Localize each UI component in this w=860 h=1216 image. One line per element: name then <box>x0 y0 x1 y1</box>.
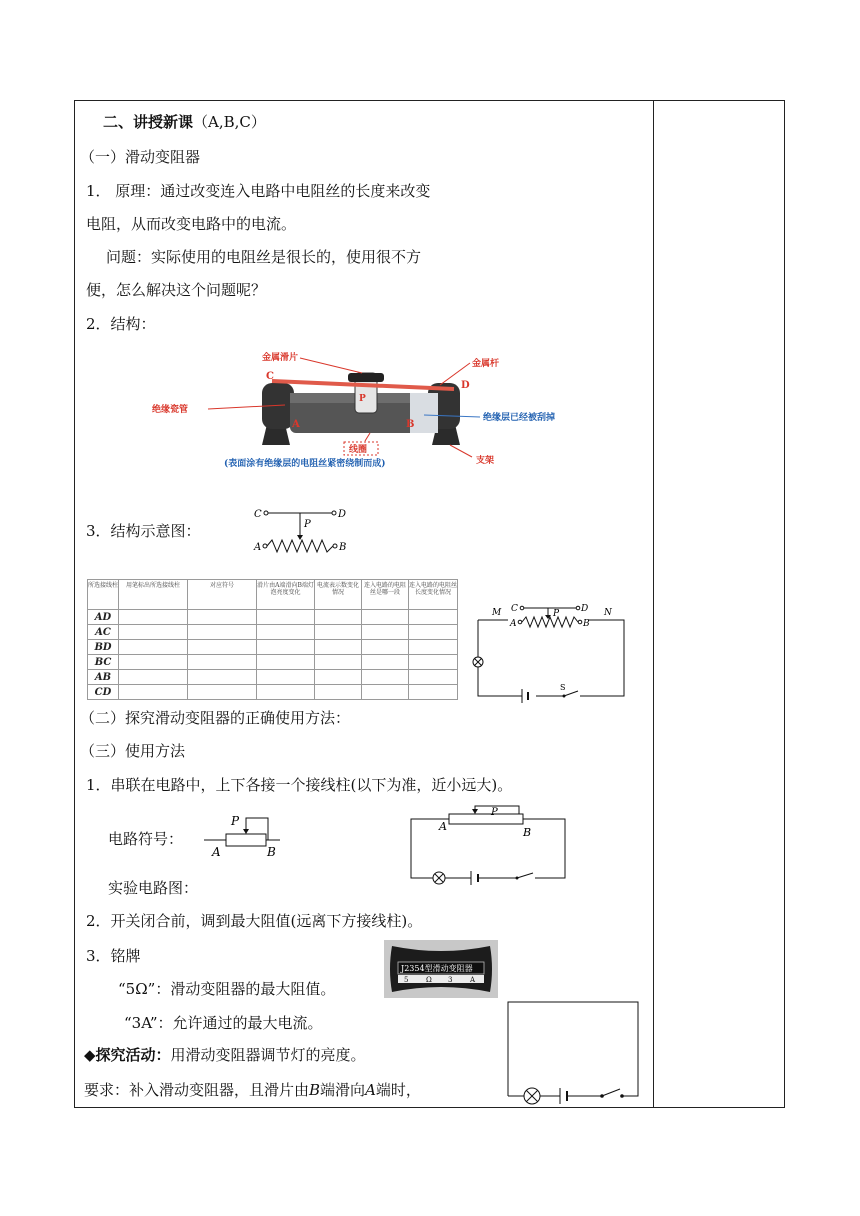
schem-term-a: A <box>254 542 262 553</box>
photo-term-c: C <box>266 371 274 382</box>
part1-heading: （一）滑动变阻器 <box>80 148 201 166</box>
req-a: A <box>365 1081 376 1099</box>
part3-heading: （三）使用方法 <box>80 742 186 760</box>
label-rod: 金属杆 <box>472 359 500 369</box>
nameplate-heading: 3．铭牌 <box>86 947 141 965</box>
question-line-1: 问题：实际使用的电阻丝是很长的，使用很不方 <box>106 248 422 266</box>
symbol-term-a: A <box>212 845 221 859</box>
symbol-label: 电路符号： <box>108 830 184 848</box>
question-line-2: 便，怎么解决这个问题呢？ <box>86 281 267 299</box>
plate-val-ohm: Ω <box>426 976 432 984</box>
circuit-term-p: P <box>553 609 560 619</box>
label-slider: 金属滑片 <box>262 353 299 363</box>
label-stand: 支架 <box>476 456 495 466</box>
part2-heading: （二）探究滑动变阻器的正确使用方法： <box>80 709 351 727</box>
column-divider <box>653 100 654 1108</box>
symbol-term-p: P <box>231 814 240 828</box>
activity-circuit <box>498 996 646 1106</box>
circuit-term-a: A <box>510 619 517 629</box>
section-levels: （A,B,C） <box>193 113 266 131</box>
row-label: BC <box>88 655 119 670</box>
req-b: B <box>309 1081 321 1099</box>
plate-model: J2354型滑动变阻器 <box>401 964 473 973</box>
row-label: CD <box>88 685 119 700</box>
amp-note: “3A”：允许通过的最大电流。 <box>124 1014 323 1032</box>
circuit-switch-s: S <box>560 683 566 692</box>
header-cell: 对应符号 <box>188 580 257 610</box>
table-row <box>88 625 458 640</box>
record-table-header <box>88 580 458 610</box>
activity-text: 用滑动变阻器调节灯的亮度。 <box>170 1046 366 1064</box>
requirement-line <box>84 1080 421 1100</box>
row-label: AB <box>88 670 119 685</box>
schem-term-b: B <box>339 542 347 553</box>
plate-val-5: 5 <box>404 976 409 984</box>
exp-term-p: P <box>491 807 498 818</box>
principle-line-2: 电阻，从而改变电路中的电流。 <box>86 215 297 233</box>
table-row <box>88 640 458 655</box>
table-row <box>88 655 458 670</box>
row-label: BD <box>88 640 119 655</box>
table-row <box>88 685 458 700</box>
photo-term-a: A <box>292 419 300 430</box>
circuit-label: 实验电路图： <box>108 879 199 897</box>
header-cell: 所选接线柱 <box>88 580 119 610</box>
schem-term-d: D <box>338 509 347 520</box>
experiment-circuit <box>403 803 571 887</box>
symbol-term-b: B <box>267 845 276 859</box>
section-title <box>103 112 266 132</box>
circuit-term-b: B <box>583 619 590 629</box>
activity-marker: ◆探究活动： <box>84 1046 171 1064</box>
photo-term-d: D <box>461 380 470 391</box>
plate-val-3: 3 <box>448 976 453 984</box>
schem-term-c: C <box>254 509 262 520</box>
label-tube: 绝缘瓷管 <box>152 405 189 415</box>
table-circuit <box>468 598 632 702</box>
structure-schematic <box>250 502 360 560</box>
principle-line-1: 1． 原理：通过改变连入电路中电阻丝的长度来改变 <box>86 182 431 200</box>
table-row <box>88 670 458 685</box>
header-cell: 连入电路的电阻丝是哪一段 <box>362 580 409 610</box>
activity-line <box>84 1045 366 1065</box>
schem-term-p: P <box>304 519 311 530</box>
rule-2: 2．开关闭合前，调到最大阻值(远离下方接线柱)。 <box>86 912 423 930</box>
req-mid: 端滑向 <box>320 1081 366 1099</box>
header-cell: 用笔标出所选接线柱 <box>119 580 188 610</box>
nameplate-photo <box>384 940 498 998</box>
ohm-note: “5Ω”：滑动变阻器的最大阻值。 <box>118 980 336 998</box>
header-cell: 电流表示数变化情况 <box>315 580 362 610</box>
header-cell: 连入电路的电阻丝长度变化情况 <box>409 580 458 610</box>
row-label: AC <box>88 625 119 640</box>
rheostat-photo <box>150 345 556 475</box>
record-table <box>87 579 458 700</box>
label-coil: 线圈 <box>349 445 368 455</box>
structure-label: 2．结构： <box>86 315 156 333</box>
table-row <box>88 610 458 625</box>
schematic-label: 3．结构示意图： <box>86 522 201 540</box>
circuit-term-d: D <box>581 604 589 614</box>
circuit-term-n: N <box>604 608 612 618</box>
plate-val-a: A <box>470 976 476 984</box>
exp-term-a: A <box>439 820 447 833</box>
circuit-term-m: M <box>492 608 502 618</box>
section-title-text: 二、讲授新课 <box>103 113 194 131</box>
header-cell: 滑片由A端滑向B端灯泡亮度变化 <box>257 580 315 610</box>
req-suffix: 端时， <box>375 1081 421 1099</box>
exp-term-b: B <box>523 826 532 839</box>
circuit-term-c: C <box>511 604 518 614</box>
photo-term-p: P <box>359 394 366 404</box>
rheostat-symbol <box>204 808 286 858</box>
label-scraped: 绝缘层已经被刮掉 <box>483 413 556 423</box>
photo-term-b: B <box>406 419 415 430</box>
row-label: AD <box>88 610 119 625</box>
req-prefix: 要求：补入滑动变阻器，且滑片由 <box>84 1081 310 1099</box>
label-coil-note: (表面涂有绝缘层的电阻丝紧密绕制而成) <box>224 459 386 469</box>
rule-1: 1．串联在电路中，上下各接一个接线柱(以下为准，近小远大)。 <box>86 776 513 794</box>
